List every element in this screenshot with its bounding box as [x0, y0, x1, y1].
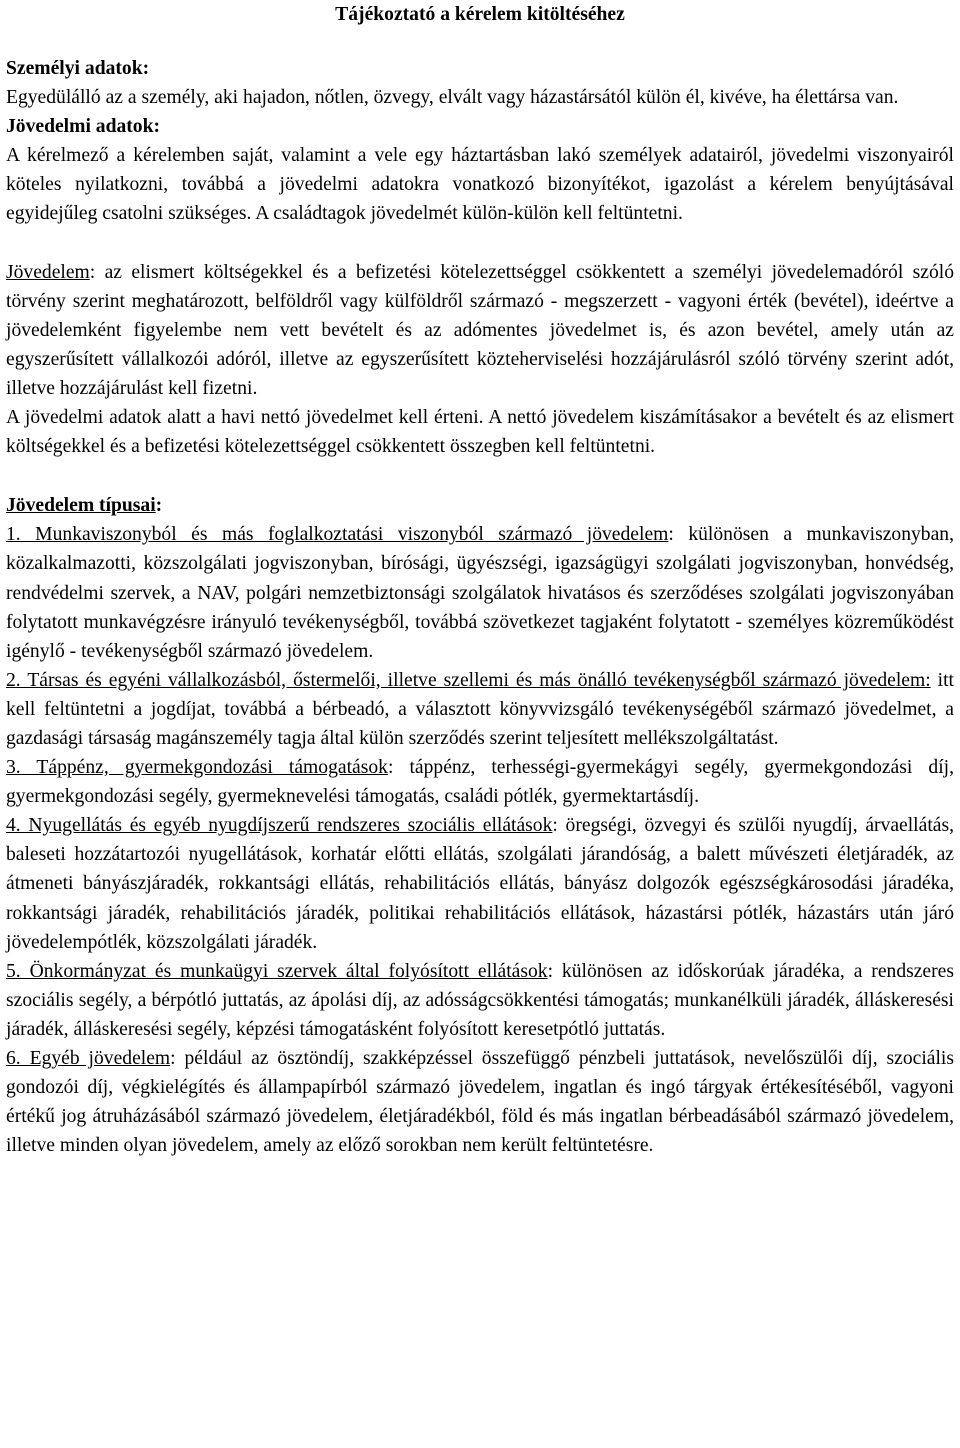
income-data-heading: Jövedelmi adatok: — [6, 116, 161, 138]
income-type-item — [6, 811, 954, 956]
income-type-text: itt kell feltüntetni a jogdíjat, továbbá a bérbeadó, a választott könyvvizsgáló tevékenységéből származó jövedelmet, a gazdasági társaság magánszemély tagja által külön szerződés szerint teljesített mellékszolgáltatást. — [6, 669, 954, 749]
document-page — [6, 0, 954, 1160]
income-definition-body: az elismert költségekkel és a befizetési kötelezettséggel csökkentett a személyi jövedelemadóról szóló törvény szerint meghatározott, belföldről vagy külföldről származó - megszerzett - vagyoni érték (bevétel), ideértve a jövedelemként figyelembe nem vett bevételt és az adómentes jövedelmet is, és azon bevétel, amely után az egyszerűsített vállalkozói adóról, illetve az egyszerűsített közteherviselési hozzájárulásról szóló törvény szerint adót, illetve hozzájárulást kell fizetni. — [6, 261, 954, 399]
income-types-heading-colon: : — [155, 495, 163, 517]
income-data-text-a: A kérelmező a kérelemben saját, valamint a vele egy háztartásban lakó személyek adatairól, jövedelmi viszonyairól köteles nyilatkozni, továbbá a jövedelmi adatokra vonatkozó bizonyítékot, igazolást a kérelem benyújtásával egyidejűleg csatolni szükséges. — [6, 145, 954, 225]
income-term: Jövedelem — [6, 261, 90, 283]
income-definition-section — [6, 258, 954, 462]
income-types-heading-label: Jövedelem típusai — [6, 495, 156, 517]
personal-text: Egyedülálló az a személy, aki hajadon, nőtlen, özvegy, elvált vagy házastársától külön él, kivéve, ha élettársa van. — [6, 87, 899, 109]
document-title: Tájékoztató a kérelem kitöltéséhez — [335, 4, 625, 25]
income-type-item — [6, 666, 954, 753]
income-definition-text — [6, 258, 954, 403]
income-data-section — [6, 112, 954, 228]
income-types-section — [6, 491, 954, 1160]
net-income-text: A jövedelmi adatok alatt a havi nettó jövedelmet kell érteni. A nettó jövedelem kiszámításakor a bevételt és az elismert költségekkel és a befizetési kötelezettséggel csökkentett összegben kell feltüntetni. — [6, 407, 954, 458]
income-data-text — [6, 141, 954, 228]
income-type-label: 5. Önkormányzat és munkaügyi szervek által folyósított ellátások — [6, 960, 548, 982]
personal-heading: Személyi adatok: — [6, 58, 150, 79]
income-type-text: : különösen a munkaviszonyban, közalkalmazotti, közszolgálati jogviszonyban, bírósági, ügyészségi, igazságügyi szolgálati jogviszonyban, honvédség, rendvédelmi szervek, a NAV, polgári nemzetbiztonsági szolgálatok hivatásos és szerződéses szolgálati jogviszonyában folytatott munkavégzésre irányuló tevékenységből, továbbá szövetkezet tagjaként folytatott - személyes közreműködést igénylő - tevékenységből származó jövedelem. — [6, 524, 954, 662]
income-type-label: 6. Egyéb jövedelem — [6, 1048, 171, 1069]
income-type-item — [6, 753, 954, 811]
income-type-label: 2. Társas és egyéni vállalkozásból, őstermelői, illetve szellemi és más önálló tevékenységből származó jövedelem: — [6, 669, 931, 691]
income-data-text-b: A családtagok jövedelmét külön-külön kell feltüntetni. — [255, 203, 683, 225]
income-type-text: : táppénz, terhességi-gyermekágyi segély, gyermekgondozási díj, gyermekgondozási segély, gyermeknevelési támogatás, családi pótlék, gyermektartásdíj. — [6, 757, 954, 808]
income-type-text: : például az ösztöndíj, szakképzéssel összefüggő pénzbeli juttatások, nevelőszülői díj, szociális gondozói díj, végkielégítés és állampapírból származó jövedelem, ingatlan és ingó tárgyak értékesítéséből, vagyoni értékű jog átruházásából származó jövedelem, életjáradékból, föld és más ingatlan bérbeadásából származó jövedelem, illetve minden olyan jövedelem, amely az előző sorokban nem került feltüntetésre. — [6, 1048, 954, 1157]
income-term-colon: : — [89, 261, 96, 283]
income-type-label: 1. Munkaviszonyból és más foglalkoztatási viszonyból származó jövedelem — [6, 524, 669, 546]
personal-section — [6, 54, 954, 112]
income-type-text: : különösen az időskorúak járadéka, a rendszeres szociális segély, a bérpótló juttatás, az ápolási díj, az adósságcsökkentési támogatás; munkanélküli járadék, álláskeresési járadék, álláskeresési segély, képzési támogatásként folyósított keresetpótló juttatás. — [6, 960, 954, 1040]
income-types-heading — [6, 491, 954, 520]
income-type-item — [6, 520, 954, 665]
income-type-label: 3. Táppénz, gyermekgondozási támogatások — [6, 757, 388, 779]
income-type-label: 4. Nyugellátás és egyéb nyugdíjszerű rendszeres szociális ellátások — [6, 815, 553, 837]
income-type-item — [6, 957, 954, 1044]
income-type-text: : öregségi, özvegyi és szülői nyugdíj, árvaellátás, baleseti hozzátartozói nyugellátások, korhatár előtti ellátás, szolgálati járandóság, a balett művészeti életjáradék, az átmeneti bányászjáradék, rokkantsági ellátás, rehabilitációs ellátás, bányász dolgozók egészségkárosodási járadéka, rokkantsági járadék, rehabilitációs járadék, politikai rehabilitációs ellátások, házastársi pótlék, házastárs után járó jövedelempótlék, közszolgálati járadék. — [6, 815, 954, 953]
income-type-item — [6, 1044, 954, 1160]
